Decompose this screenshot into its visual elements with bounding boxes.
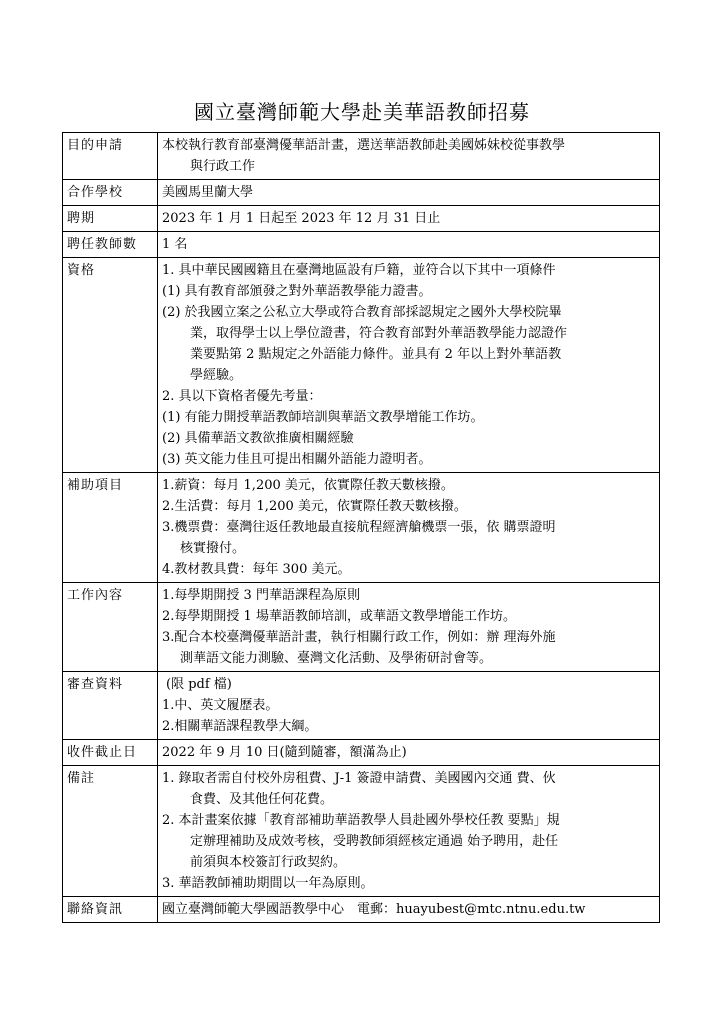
label-qualifications: 資格	[63, 258, 158, 473]
row-term	[63, 206, 660, 232]
qual-line-3: (2) 於我國立案之公私立大學或符合教育部採認規定之國外大學校院畢	[162, 305, 562, 320]
label-subsidy: 補助項目	[63, 473, 158, 583]
label-review: 審查資料	[63, 672, 158, 740]
row-work	[63, 583, 660, 672]
qual-line-5: 業要點第 2 點規定之外語能力條件。並具有 2 年以上對外華語教	[190, 347, 562, 362]
qual-line-9: (2) 具備華語文教欲推廣相關經驗	[162, 431, 354, 446]
label-work: 工作內容	[63, 583, 158, 672]
work-line-3: 3.配合本校臺灣優華語計畫，執行相關行政工作，例如：辦 理海外施	[162, 630, 556, 645]
row-review	[63, 672, 660, 740]
label-count: 聘任教師數	[63, 232, 158, 258]
subsidy-line-5: 4.教材教具費：每年 300 美元。	[162, 562, 351, 577]
notes-line-3: 2. 本計畫案依據「教育部補助華語教學人員赴國外學校任教 要點」規	[162, 813, 560, 828]
label-term: 聘期	[63, 206, 158, 232]
row-subsidy	[63, 473, 660, 583]
review-line-3: 2.相關華語課程教學大綱。	[162, 719, 318, 734]
row-contact	[63, 897, 660, 923]
subsidy-line-2: 2.生活費：每月 1,200 美元，依實際任教天數核撥。	[162, 499, 467, 514]
row-notes	[63, 766, 660, 897]
subsidy-line-1: 1.薪資：每月 1,200 美元，依實際任教天數核撥。	[162, 478, 454, 493]
row-deadline	[63, 740, 660, 766]
label-purpose: 目的申請	[63, 133, 158, 180]
page-title: 國立臺灣師範大學赴美華語教師招募	[194, 100, 530, 124]
notes-line-2: 食費、及其他任何花費。	[190, 792, 334, 807]
purpose-line-1: 本校執行教育部臺灣優華語計畫，選送華語教師赴美國姊妹校從事教學	[162, 138, 566, 153]
work-line-4: 測華語文能力測驗、臺灣文化活動、及學術研討會等。	[180, 651, 493, 666]
value-deadline: 2022 年 9 月 10 日(隨到隨審，額滿為止)	[158, 740, 660, 766]
qual-line-4: 業，取得學士以上學位證書，符合教育部對外華語教學能力認證作	[190, 326, 568, 341]
value-qualifications	[158, 258, 660, 473]
value-notes	[158, 766, 660, 897]
row-qualifications	[63, 258, 660, 473]
subsidy-line-3: 3.機票費：臺灣往返任教地最直接航程經濟艙機票一張，依 購票證明	[162, 520, 556, 535]
row-purpose	[63, 133, 660, 180]
value-subsidy	[158, 473, 660, 583]
purpose-line-2: 與行政工作	[190, 159, 256, 174]
subsidy-line-4: 核實撥付。	[180, 541, 246, 556]
value-work	[158, 583, 660, 672]
notes-line-6: 3. 華語教師補助期間以一年為原則。	[162, 876, 374, 891]
value-purpose	[158, 133, 660, 180]
qual-line-8: (1) 有能力開授華語教師培訓與華語文教學增能工作坊。	[162, 410, 484, 425]
value-term: 2023 年 1 月 1 日起至 2023 年 12 月 31 日止	[158, 206, 660, 232]
recruitment-table	[62, 132, 660, 923]
qual-line-7: 2. 具以下資格者優先考量：	[162, 389, 322, 404]
row-count	[63, 232, 660, 258]
review-line-2: 1.中、英文履歷表。	[162, 698, 279, 713]
value-contact: 國立臺灣師範大學國語教學中心 電郵：huayubest@mtc.ntnu.edu.tw	[158, 897, 660, 923]
work-line-2: 2.每學期開授 1 場華語教師培訓，或華語文教學增能工作坊。	[162, 609, 516, 624]
value-count: 1 名	[158, 232, 660, 258]
label-partner: 合作學校	[63, 180, 158, 206]
qual-line-6: 學經驗。	[190, 368, 243, 383]
review-line-1: (限 pdf 檔)	[166, 677, 232, 692]
qual-line-1: 1. 具中華民國國籍且在臺灣地區設有戶籍，並符合以下其中一項條件	[162, 263, 556, 278]
qual-line-10: (3) 英文能力佳且可提出相關外語能力證明者。	[162, 452, 432, 467]
notes-line-4: 定辦理補助及成效考核，受聘教師須經核定通過 始予聘用，赴任	[190, 834, 559, 849]
label-contact: 聯絡資訊	[63, 897, 158, 923]
row-partner	[63, 180, 660, 206]
value-review	[158, 672, 660, 740]
notes-line-1: 1. 錄取者需自付校外房租費、J-1 簽證申請費、美國國內交通 費、伙	[162, 771, 556, 786]
notes-line-5: 前須與本校簽訂行政契約。	[190, 855, 347, 870]
label-notes: 備註	[63, 766, 158, 897]
work-line-1: 1.每學期開授 3 門華語課程為原則	[162, 588, 360, 603]
qual-line-2: (1) 具有教育部頒發之對外華語教學能力證書。	[162, 284, 432, 299]
label-deadline: 收件截止日	[63, 740, 158, 766]
value-partner: 美國馬里蘭大學	[158, 180, 660, 206]
